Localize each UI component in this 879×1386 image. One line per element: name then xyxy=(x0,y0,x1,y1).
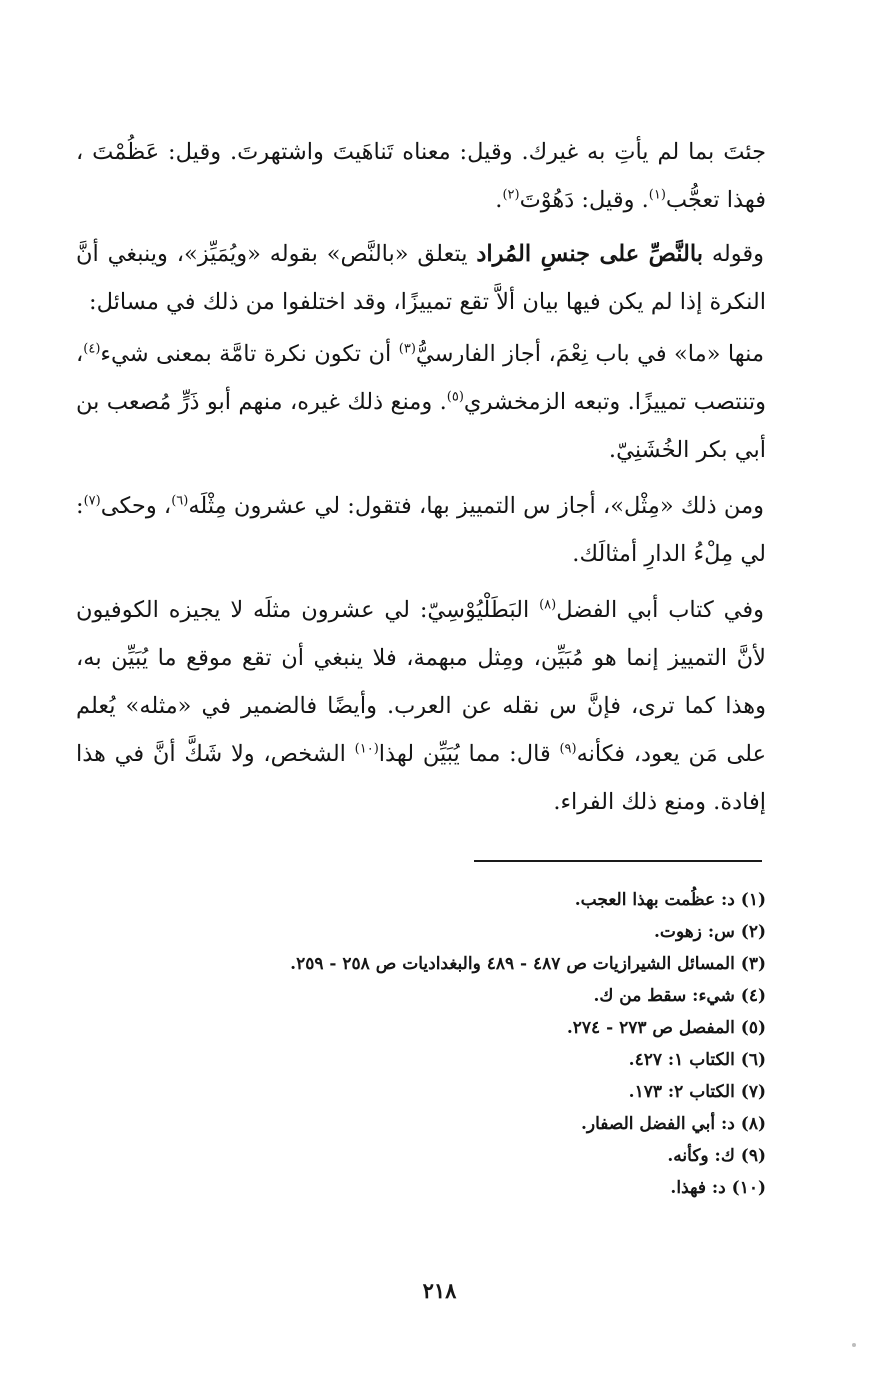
text-run: الشخص، ولا شَكَّ أنَّ في هذا إفادة. ومنع ذلك الفراء. xyxy=(76,741,766,815)
text-run: البَطَلْيُوْسِيّ: لي عشرون مثلَه لا يجيزه الكوفيون لأنَّ التمييز إنما هو مُبَيِّن، ومِثل مبهمة، فلا ينبغي أن تقع موقع ما يُبَيِّن به، وهذا كما ترى، فإنَّ س نقله عن العرب. وأيضًا فالضمير في «مثله» يُعلم على مَن يعود، فكأنه xyxy=(76,597,766,767)
paragraph-1 xyxy=(76,128,766,224)
text-run: وقوله xyxy=(703,241,764,267)
footnotes-list xyxy=(200,884,766,1204)
footnote-item: (١٠) د: فهذا. xyxy=(670,1178,766,1198)
text-run: وفي كتاب أبي الفضل xyxy=(556,597,764,623)
footnote-ref: (٢) xyxy=(502,187,520,203)
text-run: . ومنع ذلك غيره، منهم أبو ذَرٍّ مُصعب بن أبي بكر الخُشَنِيّ. xyxy=(76,389,766,463)
text-run: قال: مما يُبَيِّن لهذا xyxy=(378,741,560,767)
bold-term: بالنَّصِّ على جنسِ المُراد xyxy=(476,241,703,267)
footnote-item: (٢) س: زهوت. xyxy=(654,922,766,942)
footnote-item: (٩) ك: وكأنه. xyxy=(667,1146,766,1166)
paragraph-3 xyxy=(76,330,766,474)
footnote-divider xyxy=(474,860,762,862)
footnote-item: (٧) الكتاب ٢: ١٧٣. xyxy=(628,1082,766,1102)
text-run: . xyxy=(495,187,503,213)
text-run: . وقيل: دَهُوْتَ xyxy=(519,187,649,213)
footnote-ref: (٥) xyxy=(446,389,464,405)
text-run: أن تكون نكرة تامَّة بمعنى شيء xyxy=(100,341,399,367)
footnote-ref: (١٠) xyxy=(354,741,379,757)
text-run: : لي مِلْءُ الدارِ أمثالَك. xyxy=(76,493,766,567)
text-run: ، وحكى xyxy=(100,493,172,519)
footnote-item: (٦) الكتاب ١: ٤٢٧. xyxy=(628,1050,766,1070)
text-run: ومن ذلك «مِثْل»، أجاز س التمييز بها، فتقول: لي عشرون مِثْلَه xyxy=(188,493,764,519)
footnote-item: (٥) المفصل ص ٢٧٣ - ٢٧٤. xyxy=(566,1018,766,1038)
paragraph-5 xyxy=(76,586,766,826)
footnote-ref: (٣) xyxy=(398,341,416,357)
text-run: ، وتنتصب تمييزًا. وتبعه الزمخشري xyxy=(76,341,766,415)
page-number: ٢١٨ xyxy=(422,1278,457,1303)
scan-speck xyxy=(852,1343,856,1347)
main-text xyxy=(76,128,766,826)
footnote-item: (٣) المسائل الشيرازيات ص ٤٨٧ - ٤٨٩ والبغداديات ص ٢٥٨ - ٢٥٩. xyxy=(290,954,766,974)
footnote-item: (٨) د: أبي الفضل الصفار. xyxy=(580,1114,766,1134)
footnote-item: (٤) شيء: سقط من ك. xyxy=(593,986,766,1006)
footnote-ref: (٨) xyxy=(539,597,557,613)
footnote-ref: (١) xyxy=(648,187,666,203)
footnote-ref: (٦) xyxy=(171,493,189,509)
paragraph-2 xyxy=(76,230,766,326)
text-run: يتعلق «بالنَّص» بقوله «ويُمَيِّز»، وينبغي أنَّ النكرة إذا لم يكن فيها بيان ألاَّ تقع تمييزًا، وقد اختلفوا من ذلك في مسائل: xyxy=(76,241,766,315)
footnote-ref: (٧) xyxy=(83,493,101,509)
text-run: منها «ما» في باب نِعْمَ، أجاز الفارسيُّ xyxy=(415,341,765,367)
footnote-ref: (٤) xyxy=(83,341,101,357)
footnote-item: (١) د: عظُمت بهذا العجب. xyxy=(574,890,766,910)
text-run: جئتَ بما لم يأتِ به غيرك. وقيل: معناه تَناهَيتَ واشتهرتَ. وقيل: عَظُمْتَ ، فهذا تعجُّب xyxy=(76,139,766,213)
footnote-ref: (٩) xyxy=(559,741,577,757)
paragraph-4 xyxy=(76,482,766,578)
